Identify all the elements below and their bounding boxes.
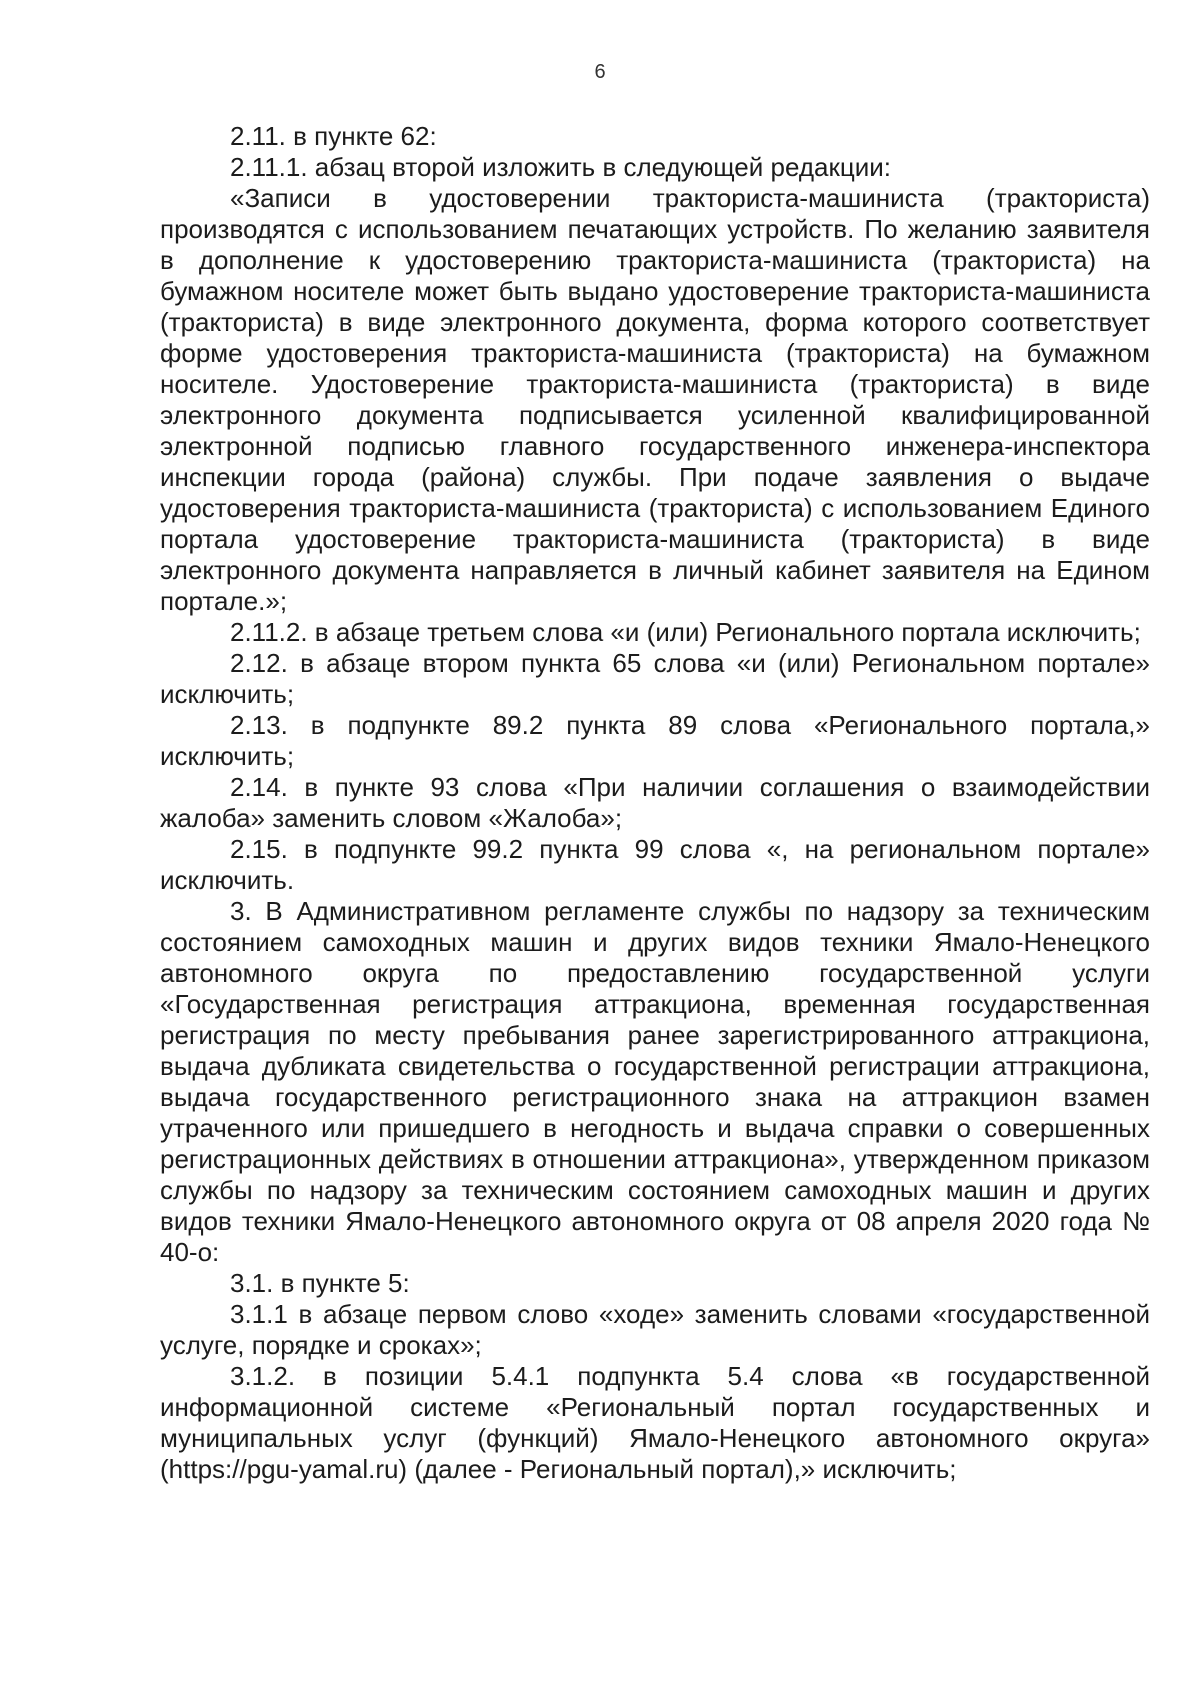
paragraph-2-14: 2.14. в пункте 93 слова «При наличии соглашения о взаимодействии жалоба» заменить словом «Жалоба»; <box>160 772 1150 833</box>
document-body <box>160 121 1150 1485</box>
paragraph-quoted-text: «Записи в удостоверении тракториста-машиниста (тракториста) производятся с использованием печатающих устройств. По желанию заявителя в дополнение к удостоверению тракториста-машиниста (тракториста) на бумажном носителе может быть выдано удостоверение тракториста-машиниста (тракториста) в виде электронного документа, форма которого соответствует форме удостоверения тракториста-машиниста (тракториста) на бумажном носителе. Удостоверение тракториста-машиниста (тракториста) в виде электронного документа подписывается усиленной квалифицированной электронной подписью главного государственного инженера-инспектора инспекции города (района) службы. При подаче заявления о выдаче удостоверения тракториста-машиниста (тракториста) с использованием Единого портала удостоверение тракториста-машиниста (тракториста) в виде электронного документа направляется в личный кабинет заявителя на Едином портале.»; <box>160 183 1150 616</box>
paragraph-2-11-2: 2.11.2. в абзаце третьем слова «и (или) Регионального портала исключить; <box>230 617 1141 647</box>
paragraph-2-13: 2.13. в подпункте 89.2 пункта 89 слова «Регионального портала,» исключить; <box>160 710 1150 771</box>
paragraph-3-1-2: 3.1.2. в позиции 5.4.1 подпункта 5.4 слова «в государственной информационной системе «Региональный портал государственных и муниципальных услуг (функций) Ямало-Ненецкого автономного округа» (https://pgu-yamal.ru) (далее - Региональный портал),» исключить; <box>160 1361 1150 1484</box>
paragraph-2-11: 2.11. в пункте 62: <box>230 121 437 151</box>
paragraph-3: 3. В Административном регламенте службы по надзору за техническим состоянием самоходных машин и других видов техники Ямало-Ненецкого автономного округа по предоставлению государственной услуги «Государственная регистрация аттракциона, временная государственная регистрация по месту пребывания ранее зарегистрированного аттракциона, выдача дубликата свидетельства о государственной регистрации аттракциона, выдача государственного регистрационного знака на аттракцион взамен утраченного или пришедшего в негодность и выдача справки о совершенных регистрационных действиях в отношении аттракциона», утвержденном приказом службы по надзору за техническим состоянием самоходных машин и других видов техники Ямало-Ненецкого автономного округа от 08 апреля 2020 года № 40-о: <box>160 896 1150 1267</box>
paragraph-3-1-1: 3.1.1 в абзаце первом слово «ходе» заменить словами «государственной услуге, порядке и сроках»; <box>160 1299 1150 1360</box>
paragraph-2-15: 2.15. в подпункте 99.2 пункта 99 слова «, на региональном портале» исключить. <box>160 834 1150 895</box>
paragraph-3-1: 3.1. в пункте 5: <box>230 1268 410 1298</box>
paragraph-2-12: 2.12. в абзаце втором пункта 65 слова «и (или) Региональном портале» исключить; <box>160 648 1150 709</box>
page-number: 6 <box>594 61 606 83</box>
paragraph-2-11-1: 2.11.1. абзац второй изложить в следующей редакции: <box>230 152 892 182</box>
